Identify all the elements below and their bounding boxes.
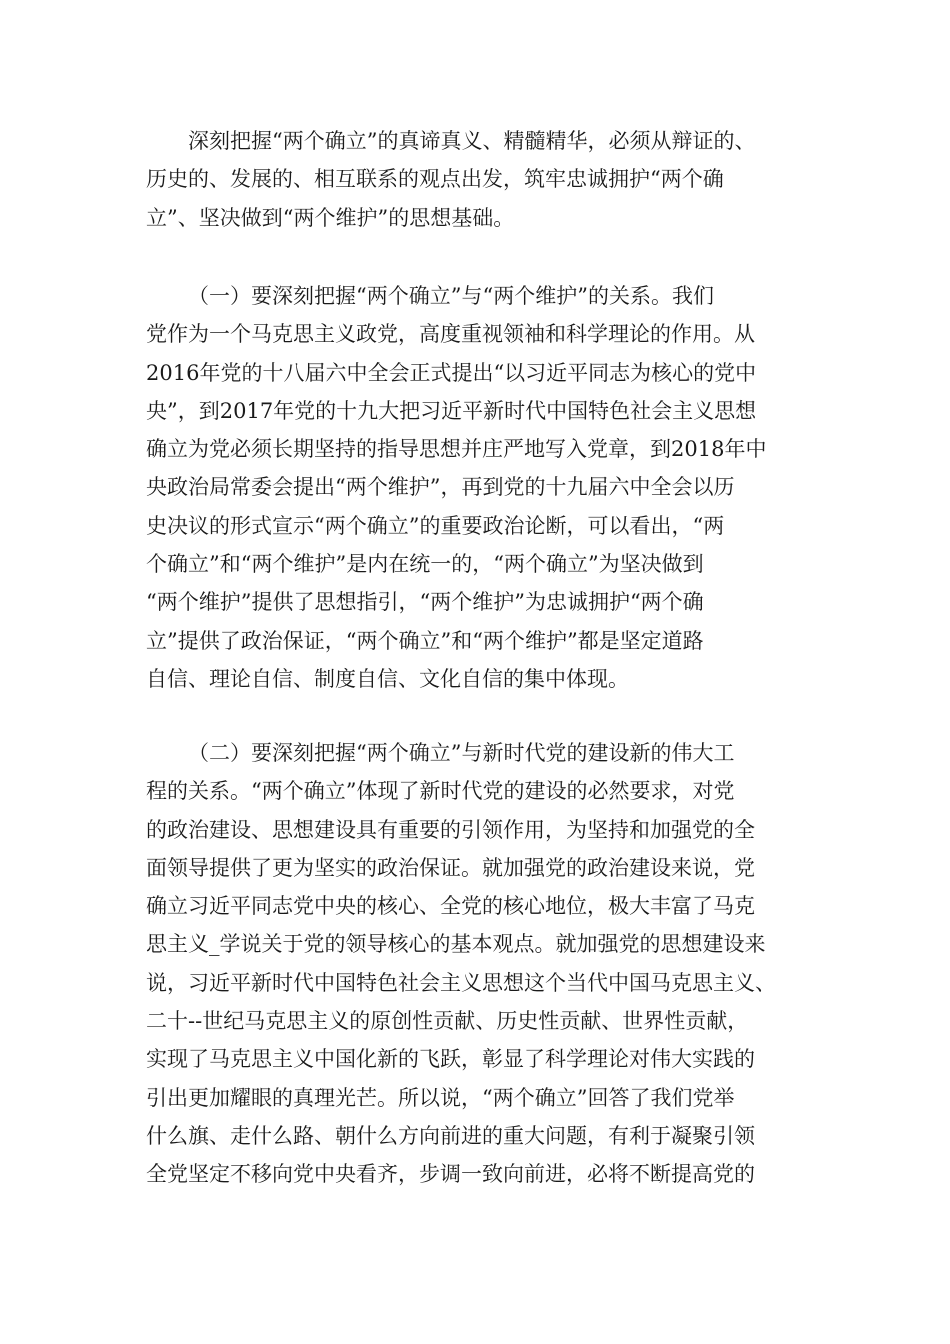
- text-line: 什么旗、走什么路、朝什么方向前进的重大问题，有利于凝聚引领: [146, 1123, 755, 1148]
- text-line: 引出更加耀眼的真理光芒。所以说，“两个确立”回答了我们党举: [146, 1085, 735, 1110]
- text-line: 确立为党必须长期坚持的指导思想并庄严地写入党章，到2018年中: [146, 437, 767, 462]
- text-line: “两个维护”提供了思想指引，“两个维护”为忠诚拥护“两个确: [146, 590, 704, 615]
- text-line: 的政治建设、思想建设具有重要的引领作用，为坚持和加强党的全: [146, 817, 755, 842]
- text-line: 史决议的形式宣示“两个确立”的重要政治论断，可以看出，“两: [146, 513, 725, 538]
- text-line: 立”、坚决做到“两个维护”的思想基础。: [146, 205, 515, 230]
- paragraph-intro: [146, 122, 816, 237]
- paragraph-one: [146, 277, 816, 698]
- text-line: 说，习近平新时代中国特色社会主义思想这个当代中国马克思主义、: [146, 970, 776, 995]
- text-line: 2016年党的十八届六中全会正式提出“以习近平同志为核心的党中: [146, 360, 757, 385]
- text-line: 历史的、发展的、相互联系的观点出发，筑牢忠诚拥护“两个确: [146, 167, 724, 192]
- paragraph-two: [146, 734, 816, 1194]
- text-line: 立”提供了政治保证，“两个确立”和“两个维护”都是坚定道路: [146, 628, 704, 653]
- text-line: 思主义_学说关于党的领导核心的基本观点。就加强党的思想建设来: [146, 932, 766, 957]
- text-line: 面领导提供了更为坚实的政治保证。就加强党的政治建设来说，党: [146, 855, 755, 880]
- text-line: 央政治局常委会提出“两个维护”，再到党的十九届六中全会以历: [146, 475, 735, 500]
- text-line: 确立习近平同志党中央的核心、全党的核心地位，极大丰富了马克: [146, 894, 755, 919]
- text-line: （二）要深刻把握“两个确立”与新时代党的建设新的伟大工: [188, 741, 735, 765]
- text-line: 实现了马克思主义中国化新的飞跃，彰显了科学理论对伟大实践的: [146, 1047, 755, 1072]
- text-line: 个确立”和“两个维护”是内在统一的，“两个确立”为坚决做到: [146, 552, 704, 577]
- text-line: （一）要深刻把握“两个确立”与“两个维护”的关系。我们: [188, 284, 714, 308]
- text-line: 二十--世纪马克思主义的原创性贡献、历史性贡献、世界性贡献，: [146, 1009, 749, 1034]
- text-line: 央”，到2017年党的十九大把习近平新时代中国特色社会主义思想: [146, 398, 757, 423]
- text-line: 深刻把握“两个确立”的真谛真义、精髓精华，必须从辩证的、: [188, 129, 756, 153]
- text-line: 党作为一个马克思主义政党，高度重视领袖和科学理论的作用。从: [146, 322, 755, 347]
- text-line: 全党坚定不移向党中央看齐，步调一致向前进，必将不断提高党的: [146, 1162, 755, 1187]
- text-line: 自信、理论自信、制度自信、文化自信的集中体现。: [146, 666, 629, 691]
- text-line: 程的关系。“两个确立”体现了新时代党的建设的必然要求，对党: [146, 779, 735, 804]
